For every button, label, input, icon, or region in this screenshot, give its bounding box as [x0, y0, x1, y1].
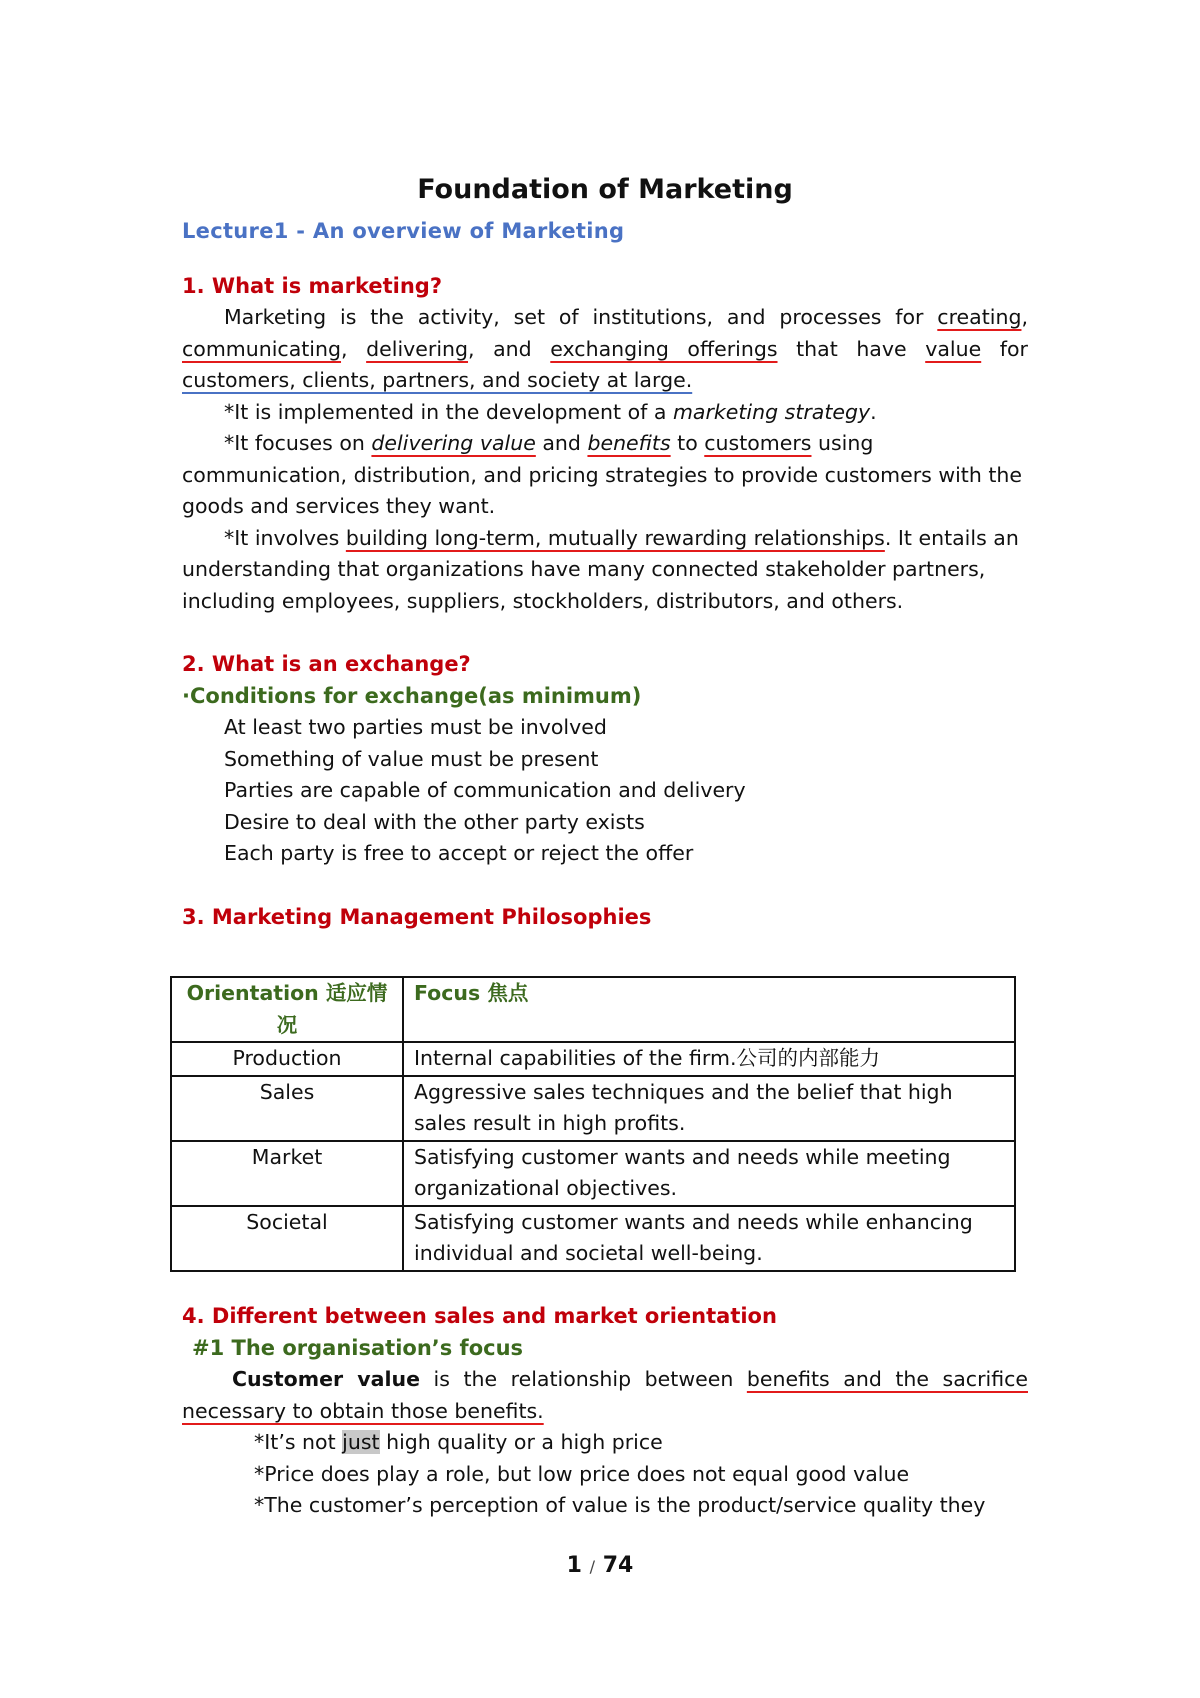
section3-heading: 3. Marketing Management Philosophies [182, 904, 652, 929]
text-run: that have [777, 336, 926, 361]
paragraph-relationships [182, 523, 1028, 618]
underlined-term: customers [704, 431, 812, 455]
text-run: . [870, 399, 877, 424]
paragraph-strategy [182, 397, 1028, 429]
main-content [182, 170, 1028, 933]
orientation-cell: Production [171, 1042, 403, 1076]
table-header-row [171, 977, 1015, 1042]
document-title: Foundation of Marketing [417, 174, 793, 205]
orientation-cell: Sales [171, 1076, 403, 1141]
focus-cell: Satisfying customer wants and needs while meeting organizational objectives. [403, 1141, 1015, 1206]
text-run: *It is implemented in the development of a [224, 399, 673, 424]
focus-cell: Internal capabilities of the firm.公司的内部能力 [403, 1042, 1015, 1076]
spacer [182, 617, 1028, 648]
section4-heading: 4. Different between sales and market orientation [182, 1304, 777, 1328]
text-run: *It involves [224, 525, 346, 550]
underlined-term: delivering value [371, 431, 536, 455]
paragraph-value [182, 428, 1028, 523]
bold-term: Customer value [232, 1367, 420, 1391]
value-point: *Price does play a role, but low price does not equal good value [254, 1461, 910, 1486]
underlined-term: communicating [182, 336, 342, 361]
philosophies-table [170, 976, 1016, 1272]
condition-item: Something of value must be present [224, 746, 599, 771]
customer-value-definition [182, 1364, 1028, 1427]
underlined-term: value [925, 336, 982, 361]
underlined-term: exchanging offerings [550, 336, 778, 361]
focus-cell: Satisfying customer wants and needs while enhancing individual and societal well-being. [403, 1206, 1015, 1271]
marketing-definition [182, 302, 1028, 397]
text-run: for [981, 336, 1028, 361]
text-run: . It entails an understanding that organizations have many connected stakeholder partners, including employees, suppliers, stockholders, distributors, and others. [182, 525, 1019, 613]
section1-heading: 1. What is marketing? [182, 274, 442, 298]
text-run: *It’s not [254, 1430, 343, 1454]
orientation-cell: Market [171, 1141, 403, 1206]
lecture-heading: Lecture1 - An overview of Marketing [182, 219, 625, 243]
underlined-term: customers, clients, partners, and society at large. [182, 368, 693, 392]
page-total: 74 [602, 1553, 634, 1578]
text-run: using communication, distribution, and pricing strategies to provide customers with the goods and services they want. [182, 431, 1022, 518]
text-run: and [535, 431, 588, 455]
underlined-term: delivering [366, 336, 469, 361]
text-run: *It focuses on [224, 431, 372, 455]
spacer [182, 870, 1028, 901]
focus-cell: Aggressive sales techniques and the belief that high sales result in high profits. [403, 1076, 1015, 1141]
condition-item: At least two parties must be involved [224, 715, 607, 739]
highlighted-term: just [342, 1430, 380, 1454]
underlined-term: benefits and the sacrifice necessary to obtain those benefits. [182, 1367, 1028, 1423]
value-point [182, 1427, 1028, 1459]
underlined-term: building long-term, mutually rewarding relationships [345, 525, 885, 550]
section4-subheading: #1 The organisation’s focus [192, 1336, 524, 1360]
text-run: , [1021, 305, 1028, 329]
header-orientation: Orientation 适应情况 [171, 977, 403, 1042]
condition-item: Parties are capable of communication and delivery [224, 778, 746, 802]
text-run: to [670, 431, 705, 455]
condition-item: Each party is free to accept or reject the offer [224, 841, 694, 865]
orientation-cell: Societal [171, 1206, 403, 1271]
value-point: *The customer’s perception of value is the product/service quality they [254, 1493, 986, 1517]
table-row [171, 1141, 1015, 1206]
text-run: Marketing is the activity, set of institutions, and processes for [224, 305, 938, 329]
condition-item: Desire to deal with the other party exists [224, 809, 645, 834]
table-row [171, 1206, 1015, 1271]
text-run: is the relationship between [419, 1367, 747, 1391]
page-indicator [0, 1553, 1200, 1578]
section2-subheading: ·Conditions for exchange(as minimum) [182, 684, 642, 708]
text-run: high quality or a high price [379, 1430, 663, 1454]
text-run: , [341, 336, 367, 361]
section2-heading: 2. What is an exchange? [182, 652, 471, 676]
page-number: 1 [566, 1553, 582, 1578]
header-focus: Focus 焦点 [403, 977, 1015, 1042]
underlined-term: creating [937, 305, 1022, 329]
section4-content [182, 1300, 1028, 1522]
table-row [171, 1076, 1015, 1141]
table-row [171, 1042, 1015, 1076]
page-separator: / [589, 1557, 596, 1576]
underlined-term: benefits [587, 431, 671, 455]
text-run: , and [468, 336, 551, 361]
emphasis-term: marketing strategy [672, 399, 871, 424]
